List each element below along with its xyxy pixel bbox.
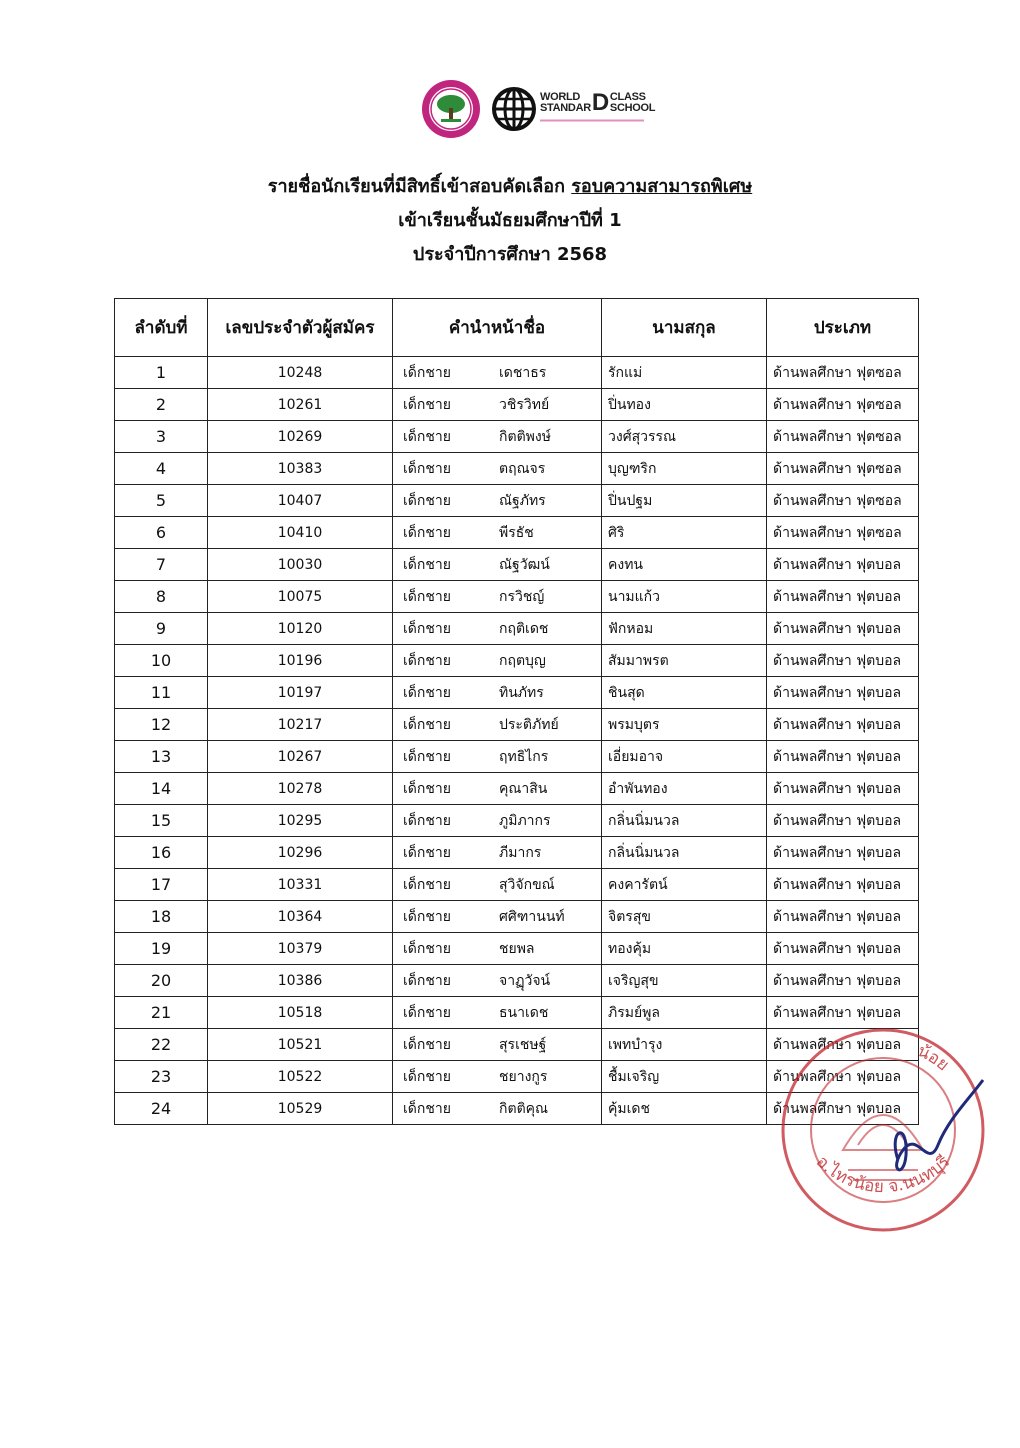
row-title: เด็กชาย: [403, 780, 451, 797]
row-no: 22: [115, 1029, 208, 1061]
row-no: 3: [115, 421, 208, 453]
logo-tagline-bar: [540, 116, 655, 127]
row-applicant-id: 10261: [208, 389, 393, 421]
table-row: [115, 549, 919, 581]
row-applicant-id: 10278: [208, 773, 393, 805]
row-first-name: ธนาเดช: [499, 1004, 549, 1021]
row-type: ด้านพลศึกษา ฟุตบอล: [767, 581, 919, 613]
row-no: 13: [115, 741, 208, 773]
row-title-name: [393, 741, 602, 773]
table-body: [115, 357, 919, 1125]
row-first-name: ศศิฑานนท์: [499, 908, 565, 925]
row-no: 23: [115, 1061, 208, 1093]
row-title: เด็กชาย: [403, 556, 451, 573]
row-type: ด้านพลศึกษา ฟุตซอล: [767, 389, 919, 421]
table-row: [115, 677, 919, 709]
table-row: [115, 965, 919, 997]
row-type: ด้านพลศึกษา ฟุตบอล: [767, 709, 919, 741]
logo-school: SCHOOL: [609, 101, 656, 114]
row-first-name: ตฤณจร: [499, 460, 546, 477]
row-surname: คงทน: [602, 549, 767, 581]
row-type: ด้านพลศึกษา ฟุตบอล: [767, 677, 919, 709]
table-row: [115, 485, 919, 517]
row-first-name: ณัฐภัทร: [499, 492, 546, 509]
candidate-table: [114, 298, 919, 1125]
row-first-name: สุรเชษฐ์: [499, 1036, 547, 1053]
row-title-name: [393, 581, 602, 613]
row-first-name: กรวิชญ์: [499, 588, 545, 605]
table-row: [115, 709, 919, 741]
row-first-name: ฤทธิไกร: [499, 748, 549, 765]
col-header-type: ประเภท: [767, 299, 919, 357]
row-type: ด้านพลศึกษา ฟุตบอล: [767, 613, 919, 645]
row-no: 2: [115, 389, 208, 421]
row-surname: เพทบำรุง: [602, 1029, 767, 1061]
row-title-name: [393, 1029, 602, 1061]
row-surname: บุญฑริก: [602, 453, 767, 485]
row-type: ด้านพลศึกษา ฟุตบอล: [767, 549, 919, 581]
row-no: 18: [115, 901, 208, 933]
row-title-name: [393, 1061, 602, 1093]
row-title: เด็กชาย: [403, 652, 451, 669]
table-row: [115, 421, 919, 453]
row-no: 14: [115, 773, 208, 805]
row-title-name: [393, 453, 602, 485]
row-title: เด็กชาย: [403, 620, 451, 637]
globe-icon: [492, 87, 536, 131]
row-title: เด็กชาย: [403, 1036, 451, 1053]
row-first-name: กิตติคุณ: [499, 1100, 549, 1117]
header-line-1-text: รายชื่อนักเรียนที่มีสิทธิ์เข้าสอบคัดเลือก: [267, 176, 572, 197]
row-first-name: ภูมิภากร: [499, 812, 551, 829]
col-header-title-name: คำนำหน้าชื่อ: [393, 299, 602, 357]
world-class-logo: [492, 87, 655, 131]
header-line-1-underlined: รอบความสามารถพิเศษ: [571, 176, 753, 197]
row-no: 11: [115, 677, 208, 709]
row-title-name: [393, 645, 602, 677]
row-first-name: กฤตบุญ: [499, 652, 546, 669]
table-row: [115, 805, 919, 837]
row-title: เด็กชาย: [403, 1100, 451, 1117]
row-first-name: ชยางกูร: [499, 1068, 548, 1085]
row-surname: กลิ่นนิ่มนวล: [602, 837, 767, 869]
svg-text:น้อย: [914, 1041, 952, 1075]
row-surname: ภิรมย์พูล: [602, 997, 767, 1029]
row-no: 24: [115, 1093, 208, 1125]
row-no: 8: [115, 581, 208, 613]
row-first-name: ชยพล: [499, 940, 535, 957]
row-first-name: ทินภัทร: [499, 684, 544, 701]
row-first-name: วชิรวิทย์: [499, 396, 550, 413]
header-line-3: ประจำปีการศึกษา 2568: [412, 244, 608, 265]
logo-tagline-icon: [540, 119, 644, 122]
row-surname: สัมมาพรต: [602, 645, 767, 677]
row-applicant-id: 10248: [208, 357, 393, 389]
row-type: ด้านพลศึกษา ฟุตซอล: [767, 517, 919, 549]
row-first-name: สุวิจักขณ์: [499, 876, 555, 893]
row-title-name: [393, 805, 602, 837]
row-applicant-id: 10410: [208, 517, 393, 549]
row-applicant-id: 10379: [208, 933, 393, 965]
stamp-text-bottom: อ.ไทรน้อย จ.นนทบุรี: [811, 1151, 955, 1198]
row-applicant-id: 10030: [208, 549, 393, 581]
row-no: 1: [115, 357, 208, 389]
row-applicant-id: 10269: [208, 421, 393, 453]
row-applicant-id: 10296: [208, 837, 393, 869]
row-title-name: [393, 837, 602, 869]
row-surname: กลิ่นนิ่มนวล: [602, 805, 767, 837]
row-title-name: [393, 613, 602, 645]
row-surname: จิตรสุข: [602, 901, 767, 933]
row-no: 19: [115, 933, 208, 965]
row-first-name: พีรธัช: [499, 524, 534, 541]
row-title: เด็กชาย: [403, 364, 451, 381]
row-no: 7: [115, 549, 208, 581]
row-title: เด็กชาย: [403, 748, 451, 765]
row-title-name: [393, 549, 602, 581]
row-surname: นามแก้ว: [602, 581, 767, 613]
row-title-name: [393, 485, 602, 517]
row-title: เด็กชาย: [403, 684, 451, 701]
row-type: ด้านพลศึกษา ฟุตซอล: [767, 421, 919, 453]
row-applicant-id: 10197: [208, 677, 393, 709]
row-surname: คงคารัตน์: [602, 869, 767, 901]
col-header-surname: นามสกุล: [602, 299, 767, 357]
row-title: เด็กชาย: [403, 396, 451, 413]
row-first-name: กิตติพงษ์: [499, 428, 551, 445]
row-first-name: คุณาสิน: [499, 780, 548, 797]
table-row: [115, 901, 919, 933]
row-type: ด้านพลศึกษา ฟุตบอล: [767, 1029, 919, 1061]
row-surname: รักแม่: [602, 357, 767, 389]
row-title: เด็กชาย: [403, 460, 451, 477]
row-title-name: [393, 709, 602, 741]
row-applicant-id: 10364: [208, 901, 393, 933]
row-title: เด็กชาย: [403, 428, 451, 445]
row-first-name: ณัฐวัฒน์: [499, 556, 550, 573]
row-no: 10: [115, 645, 208, 677]
row-title-name: [393, 1093, 602, 1125]
col-header-no: ลำดับที่: [115, 299, 208, 357]
row-applicant-id: 10522: [208, 1061, 393, 1093]
row-first-name: ประติภัทย์: [499, 716, 559, 733]
document-header: [0, 170, 1020, 272]
row-no: 17: [115, 869, 208, 901]
row-title: เด็กชาย: [403, 492, 451, 509]
row-applicant-id: 10529: [208, 1093, 393, 1125]
row-type: ด้านพลศึกษา ฟุตบอล: [767, 869, 919, 901]
row-no: 20: [115, 965, 208, 997]
row-title-name: [393, 517, 602, 549]
row-type: ด้านพลศึกษา ฟุตบอล: [767, 837, 919, 869]
logo-bar: [420, 78, 655, 140]
row-title-name: [393, 997, 602, 1029]
row-title: เด็กชาย: [403, 1068, 451, 1085]
table-row: [115, 357, 919, 389]
table-header-row: [115, 299, 919, 357]
row-no: 9: [115, 613, 208, 645]
row-first-name: ภีมากร: [499, 844, 542, 861]
official-stamp-icon: [768, 1020, 998, 1240]
header-line-1: [0, 170, 1020, 204]
row-no: 4: [115, 453, 208, 485]
row-type: ด้านพลศึกษา ฟุตบอล: [767, 773, 919, 805]
row-title: เด็กชาย: [403, 908, 451, 925]
table-row: [115, 517, 919, 549]
row-title-name: [393, 357, 602, 389]
row-surname: ปิ่นปฐม: [602, 485, 767, 517]
row-applicant-id: 10120: [208, 613, 393, 645]
table-row: [115, 837, 919, 869]
row-applicant-id: 10267: [208, 741, 393, 773]
row-no: 5: [115, 485, 208, 517]
row-applicant-id: 10386: [208, 965, 393, 997]
row-surname: คุ้มเดช: [602, 1093, 767, 1125]
row-title-name: [393, 677, 602, 709]
row-type: ด้านพลศึกษา ฟุตบอล: [767, 933, 919, 965]
row-surname: ปิ่นทอง: [602, 389, 767, 421]
stamp-text-top: น้อย: [914, 1040, 953, 1076]
row-applicant-id: 10518: [208, 997, 393, 1029]
table-row: [115, 741, 919, 773]
row-type: ด้านพลศึกษา ฟุตบอล: [767, 965, 919, 997]
row-surname: เจริญสุข: [602, 965, 767, 997]
row-applicant-id: 10196: [208, 645, 393, 677]
logo-d: D: [591, 89, 609, 116]
row-first-name: จาฏุวัจน์: [499, 972, 551, 989]
table-row: [115, 389, 919, 421]
row-surname: ทองคุ้ม: [602, 933, 767, 965]
row-title-name: [393, 389, 602, 421]
row-title: เด็กชาย: [403, 716, 451, 733]
svg-text:อ.ไทรน้อย จ.นนทบุรี: [812, 1152, 954, 1197]
row-title: เด็กชาย: [403, 1004, 451, 1021]
row-title-name: [393, 421, 602, 453]
row-type: ด้านพลศึกษา ฟุตบอล: [767, 901, 919, 933]
row-title: เด็กชาย: [403, 940, 451, 957]
row-title-name: [393, 901, 602, 933]
row-title: เด็กชาย: [403, 972, 451, 989]
row-applicant-id: 10521: [208, 1029, 393, 1061]
row-applicant-id: 10217: [208, 709, 393, 741]
row-surname: ชินสุด: [602, 677, 767, 709]
row-first-name: กฤติเดช: [499, 620, 549, 637]
table-row: [115, 453, 919, 485]
row-applicant-id: 10331: [208, 869, 393, 901]
row-no: 16: [115, 837, 208, 869]
row-type: ด้านพลศึกษา ฟุตซอล: [767, 453, 919, 485]
row-title-name: [393, 869, 602, 901]
row-type: ด้านพลศึกษา ฟุตบอล: [767, 997, 919, 1029]
logo-standard: STANDAR: [540, 101, 591, 114]
row-no: 15: [115, 805, 208, 837]
header-line-2: เข้าเรียนชั้นมัธยมศึกษาปีที่ 1: [398, 210, 622, 231]
row-type: ด้านพลศึกษา ฟุตบอล: [767, 1093, 919, 1125]
col-header-applicant-id: เลขประจำตัวผู้สมัคร: [208, 299, 393, 357]
row-type: ด้านพลศึกษา ฟุตบอล: [767, 805, 919, 837]
table-row: [115, 645, 919, 677]
row-title-name: [393, 965, 602, 997]
row-type: ด้านพลศึกษา ฟุตบอล: [767, 645, 919, 677]
logo-world: WORLD: [540, 90, 581, 103]
table-row: [115, 773, 919, 805]
row-surname: เอี่ยมอาจ: [602, 741, 767, 773]
row-no: 6: [115, 517, 208, 549]
row-title: เด็กชาย: [403, 524, 451, 541]
row-type: ด้านพลศึกษา ฟุตซอล: [767, 357, 919, 389]
table-row: [115, 933, 919, 965]
world-class-wordmark: [540, 89, 656, 127]
row-applicant-id: 10295: [208, 805, 393, 837]
row-first-name: เดชาธร: [499, 364, 547, 381]
row-surname: อำพันทอง: [602, 773, 767, 805]
row-title-name: [393, 773, 602, 805]
row-no: 21: [115, 997, 208, 1029]
row-surname: พรมบุตร: [602, 709, 767, 741]
row-surname: วงศ์สุวรรณ: [602, 421, 767, 453]
row-title-name: [393, 933, 602, 965]
table-row: [115, 581, 919, 613]
row-title: เด็กชาย: [403, 876, 451, 893]
row-no: 12: [115, 709, 208, 741]
row-title: เด็กชาย: [403, 812, 451, 829]
row-surname: ศิริ: [602, 517, 767, 549]
logo-class: CLASS: [609, 90, 646, 103]
row-title: เด็กชาย: [403, 588, 451, 605]
row-applicant-id: 10407: [208, 485, 393, 517]
row-type: ด้านพลศึกษา ฟุตบอล: [767, 741, 919, 773]
row-applicant-id: 10075: [208, 581, 393, 613]
table-row: [115, 869, 919, 901]
school-seal-icon: [420, 78, 482, 140]
table-row: [115, 613, 919, 645]
row-type: ด้านพลศึกษา ฟุตซอล: [767, 485, 919, 517]
row-type: ด้านพลศึกษา ฟุตบอล: [767, 1061, 919, 1093]
row-title: เด็กชาย: [403, 844, 451, 861]
row-applicant-id: 10383: [208, 453, 393, 485]
row-surname: ฟักหอม: [602, 613, 767, 645]
row-surname: ชื้มเจริญ: [602, 1061, 767, 1093]
